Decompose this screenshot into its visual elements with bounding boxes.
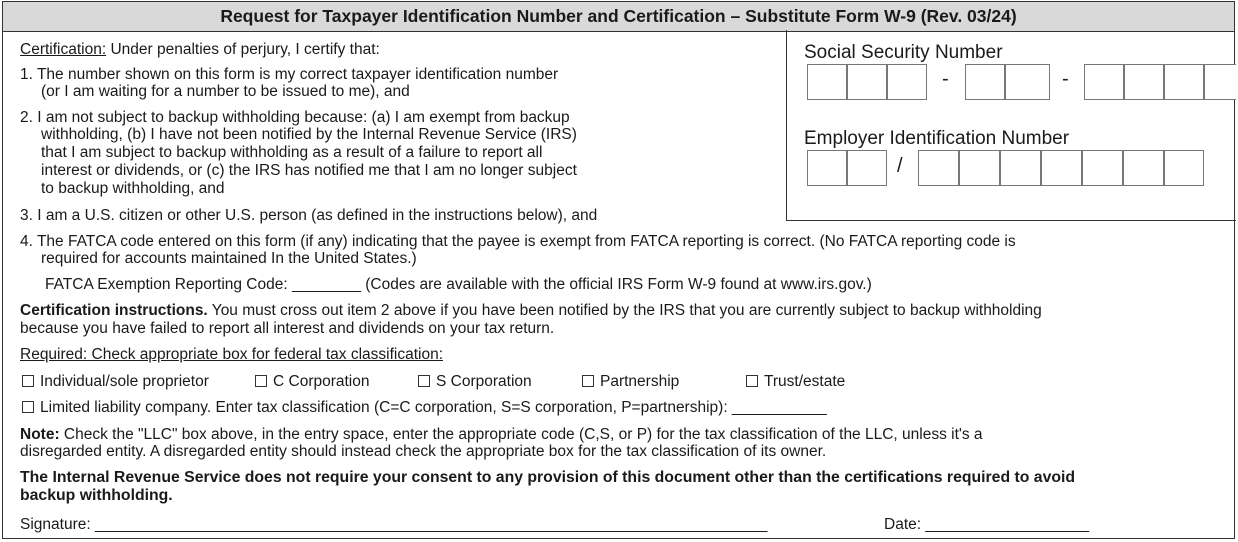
item1-line2: (or I am waiting for a number to be issued to me), and — [41, 83, 410, 100]
instructions-heading: Certification instructions. — [20, 302, 208, 319]
instructions-line2: because you have failed to report all interest and dividends on your tax return. — [20, 320, 555, 337]
consent-line1: The Internal Revenue Service does not require your consent to any provision of this document other than the certifications required to avoid — [20, 469, 1076, 486]
llc-checkbox[interactable] — [22, 401, 34, 413]
note-line1 — [20, 426, 983, 443]
item2-line4: interest or dividends, or (c) the IRS has notified me that I am no longer subject — [41, 162, 577, 179]
item2-line5: to backup withholding, and — [41, 180, 225, 197]
ein-digit-2[interactable] — [847, 150, 887, 186]
item4-line1: 4. The FATCA code entered on this form (if any) indicating that the payee is exempt from FATCA reporting is correct. (No FATCA reporting code is — [20, 233, 1016, 250]
ssn-digit-4[interactable] — [965, 64, 1005, 100]
individual-label: Individual/sole proprietor — [40, 373, 209, 390]
tin-box — [786, 30, 1236, 221]
s-corp-checkbox[interactable] — [418, 375, 430, 387]
option-individual[interactable] — [22, 373, 209, 390]
date-line[interactable]: Date: ___________________ — [884, 516, 1090, 533]
partnership-checkbox[interactable] — [582, 375, 594, 387]
note-heading: Note: — [20, 426, 60, 443]
ssn-digit-6[interactable] — [1084, 64, 1124, 100]
instructions-line1 — [20, 302, 1042, 319]
s-corp-label: S Corporation — [436, 373, 532, 390]
form-title: Request for Taxpayer Identification Number and Certification – Substitute Form W-9 (Rev. 03/24) — [3, 2, 1234, 32]
ssn-label: Social Security Number — [804, 42, 1003, 63]
classification-heading: Required: Check appropriate box for federal tax classification: — [20, 346, 444, 363]
ssn-digit-5[interactable] — [1005, 64, 1050, 100]
item2-line2: withholding, (b) I have not been notified by the Internal Revenue Service (IRS) — [41, 126, 577, 143]
ssn-digit-7[interactable] — [1124, 64, 1164, 100]
option-llc[interactable] — [22, 399, 827, 416]
ein-digit-5[interactable] — [1000, 150, 1041, 186]
instructions-text1: You must cross out item 2 above if you have been notified by the IRS that you are currently subject to backup withholding — [207, 302, 1042, 319]
ein-digit-3[interactable] — [918, 150, 959, 186]
ssn-digit-3[interactable] — [887, 64, 927, 100]
ssn-digit-8[interactable] — [1164, 64, 1204, 100]
consent-line2: backup withholding. — [20, 487, 173, 504]
item1-line1: 1. The number shown on this form is my correct taxpayer identification number — [20, 66, 559, 83]
item2-line1: 2. I am not subject to backup withholding because: (a) I am exempt from backup — [20, 109, 570, 126]
certification-intro — [20, 41, 380, 58]
ein-digit-8[interactable] — [1123, 150, 1164, 186]
item2-line3: that I am subject to backup withholding as a result of a failure to report all — [41, 144, 543, 161]
individual-checkbox[interactable] — [22, 375, 34, 387]
ein-digit-7[interactable] — [1082, 150, 1123, 186]
ssn-separator-1: - — [942, 68, 949, 90]
option-c-corp[interactable] — [255, 373, 370, 390]
note-text1: Check the "LLC" box above, in the entry space, enter the appropriate code (C,S, or P) for the tax classification of the LLC, unless it's a — [59, 426, 983, 443]
ein-digit-6[interactable] — [1041, 150, 1082, 186]
ein-digit-1[interactable] — [807, 150, 847, 186]
signature-line[interactable]: Signature: ______________________________________________________________________________ — [20, 516, 768, 533]
item3: 3. I am a U.S. citizen or other U.S. person (as defined in the instructions below), and — [20, 207, 598, 224]
certification-intro-text: Under penalties of perjury, I certify that: — [106, 41, 380, 58]
option-trust[interactable] — [746, 373, 845, 390]
ein-label: Employer Identification Number — [804, 128, 1070, 149]
ein-digit-4[interactable] — [959, 150, 1000, 186]
ssn-digit-1[interactable] — [807, 64, 847, 100]
c-corp-checkbox[interactable] — [255, 375, 267, 387]
note-line2: disregarded entity. A disregarded entity should instead check the appropriate box for the tax classification of its owner. — [20, 443, 827, 460]
ein-separator: / — [897, 155, 903, 177]
option-s-corp[interactable] — [418, 373, 532, 390]
trust-label: Trust/estate — [764, 373, 846, 390]
option-partnership[interactable] — [582, 373, 679, 390]
partnership-label: Partnership — [600, 373, 680, 390]
ssn-digit-2[interactable] — [847, 64, 887, 100]
ssn-separator-2: - — [1062, 68, 1069, 90]
c-corp-label: C Corporation — [273, 373, 370, 390]
item4-line2: required for accounts maintained In the United States.) — [41, 250, 417, 267]
ein-digit-9[interactable] — [1164, 150, 1204, 186]
trust-checkbox[interactable] — [746, 375, 758, 387]
ssn-digit-9[interactable] — [1204, 64, 1236, 100]
fatca-code-line: FATCA Exemption Reporting Code: ________ (Codes are available with the official IRS Form W-9 found at www.irs.gov.) — [45, 276, 872, 293]
certification-heading: Certification: — [20, 41, 107, 58]
llc-label: Limited liability company. Enter tax classification (C=C corporation, S=S corporation, P=partnership): ___________ — [40, 399, 827, 416]
